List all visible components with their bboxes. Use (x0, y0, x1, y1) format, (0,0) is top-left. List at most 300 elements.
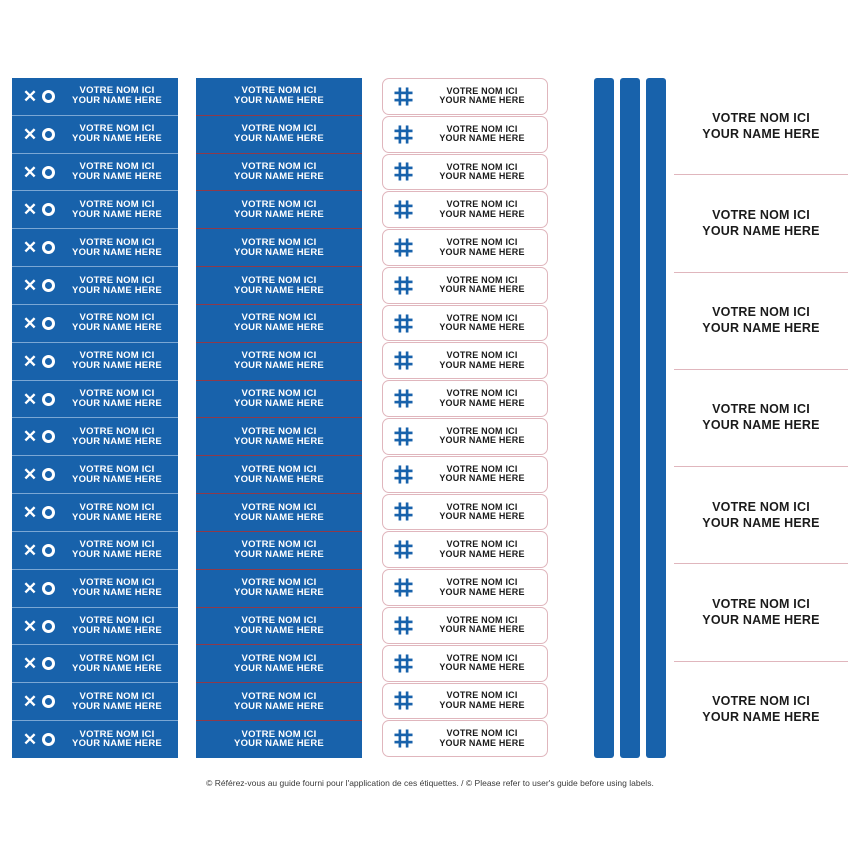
grid-icon (383, 238, 423, 257)
o-glyph-icon (42, 544, 55, 557)
label-item (196, 570, 362, 608)
label-text-en: YOUR NAME HERE (234, 662, 324, 674)
label-text (423, 389, 547, 408)
label-text-en: YOUR NAME HERE (439, 699, 525, 710)
xo-icon (12, 618, 60, 635)
label-item (382, 267, 548, 304)
xo-icon (12, 428, 60, 445)
label-text (60, 238, 178, 258)
label-text-fr: VOTRE NOM ICI (712, 694, 810, 709)
label-text-en: YOUR NAME HERE (234, 700, 324, 712)
grid-icon (383, 87, 423, 106)
o-glyph-icon (42, 317, 55, 330)
xo-icon (12, 126, 60, 143)
label-text-en: YOUR NAME HERE (439, 435, 525, 446)
label-text-en: YOUR NAME HERE (234, 208, 324, 220)
label-text-en: YOUR NAME HERE (234, 738, 324, 750)
label-text-en: YOUR NAME HERE (439, 95, 525, 106)
blue-strip-label (646, 78, 666, 758)
grid-icon (383, 578, 423, 597)
label-item (382, 456, 548, 493)
label-text-en: YOUR NAME HERE (72, 171, 162, 183)
x-glyph-icon: ✕ (22, 729, 38, 749)
label-item (382, 305, 548, 342)
grid-icon (383, 162, 423, 181)
label-item (196, 683, 362, 721)
label-text-fr: VOTRE NOM ICI (241, 577, 317, 589)
x-glyph-icon: ✕ (22, 351, 38, 371)
label-item (12, 494, 178, 532)
label-text-fr: VOTRE NOM ICI (446, 388, 518, 399)
label-column-large (590, 78, 848, 758)
x-glyph-icon: ✕ (22, 276, 38, 296)
x-glyph-icon: ✕ (22, 200, 38, 220)
label-text-fr: VOTRE NOM ICI (241, 690, 317, 702)
label-text (423, 427, 547, 446)
label-text-en: YOUR NAME HERE (439, 246, 525, 257)
label-text-fr: VOTRE NOM ICI (241, 85, 317, 97)
xo-icon (12, 542, 60, 559)
label-item (196, 191, 362, 229)
xo-icon (12, 201, 60, 218)
x-glyph-icon: ✕ (22, 692, 38, 712)
label-text (60, 276, 178, 296)
grid-icon (383, 351, 423, 370)
grid-icon (383, 389, 423, 408)
label-text (234, 238, 324, 258)
label-text (423, 163, 547, 182)
o-glyph-icon (42, 203, 55, 216)
label-text-fr: VOTRE NOM ICI (446, 425, 518, 436)
label-item (382, 191, 548, 228)
x-glyph-icon: ✕ (22, 238, 38, 258)
label-text-fr: VOTRE NOM ICI (446, 728, 518, 739)
label-item (12, 608, 178, 646)
label-text (60, 540, 178, 560)
label-text (60, 654, 178, 674)
label-item (196, 608, 362, 646)
label-text (60, 313, 178, 333)
label-item (12, 229, 178, 267)
xo-icon (12, 731, 60, 748)
grid-icon (383, 125, 423, 144)
label-text-en: YOUR NAME HERE (72, 473, 162, 485)
label-text-en: YOUR NAME HERE (72, 246, 162, 258)
label-text-fr: VOTRE NOM ICI (79, 85, 155, 97)
label-item (382, 683, 548, 720)
label-item (12, 532, 178, 570)
label-text-en: YOUR NAME HERE (72, 587, 162, 599)
label-item (12, 116, 178, 154)
label-item (196, 494, 362, 532)
label-text-en: YOUR NAME HERE (439, 737, 525, 748)
label-text (423, 503, 547, 522)
xo-icon (12, 353, 60, 370)
label-item (12, 267, 178, 305)
label-text (234, 162, 324, 182)
label-text-en: YOUR NAME HERE (72, 360, 162, 372)
x-glyph-icon: ✕ (22, 427, 38, 447)
label-item (12, 721, 178, 758)
label-text (234, 503, 324, 523)
label-item (12, 683, 178, 721)
label-text-fr: VOTRE NOM ICI (79, 312, 155, 324)
grid-icon (383, 540, 423, 559)
x-glyph-icon: ✕ (22, 540, 38, 560)
x-glyph-icon: ✕ (22, 654, 38, 674)
label-text-en: YOUR NAME HERE (702, 321, 820, 336)
x-glyph-icon: ✕ (22, 124, 38, 144)
label-text-fr: VOTRE NOM ICI (241, 198, 317, 210)
label-text-en: YOUR NAME HERE (702, 710, 820, 725)
xo-icon (12, 239, 60, 256)
label-text (234, 465, 324, 485)
label-text-en: YOUR NAME HERE (234, 95, 324, 107)
xo-icon (12, 88, 60, 105)
label-text-fr: VOTRE NOM ICI (446, 463, 518, 474)
label-item (674, 78, 848, 175)
x-glyph-icon: ✕ (22, 465, 38, 485)
label-text (234, 692, 324, 712)
o-glyph-icon (42, 733, 55, 746)
label-text (423, 540, 547, 559)
label-text-en: YOUR NAME HERE (72, 398, 162, 410)
label-text (234, 730, 324, 750)
label-text (423, 87, 547, 106)
label-text (60, 692, 178, 712)
label-text (60, 616, 178, 636)
label-item (382, 342, 548, 379)
label-text-en: YOUR NAME HERE (234, 435, 324, 447)
label-text-en: YOUR NAME HERE (702, 418, 820, 433)
x-glyph-icon: ✕ (22, 616, 38, 636)
label-text-fr: VOTRE NOM ICI (241, 539, 317, 551)
label-text-fr: VOTRE NOM ICI (79, 388, 155, 400)
label-text-en: YOUR NAME HERE (234, 473, 324, 485)
label-text-fr: VOTRE NOM ICI (79, 577, 155, 589)
label-text (60, 389, 178, 409)
label-text-fr: VOTRE NOM ICI (446, 614, 518, 625)
label-item (196, 305, 362, 343)
label-text-fr: VOTRE NOM ICI (79, 652, 155, 664)
label-text-en: YOUR NAME HERE (72, 700, 162, 712)
label-text-en: YOUR NAME HERE (234, 246, 324, 258)
grid-icon (383, 691, 423, 710)
label-text (423, 691, 547, 710)
label-item (12, 78, 178, 116)
label-text-en: YOUR NAME HERE (234, 587, 324, 599)
xo-icon (12, 580, 60, 597)
label-text-fr: VOTRE NOM ICI (79, 236, 155, 248)
label-text-fr: VOTRE NOM ICI (79, 615, 155, 627)
label-item (12, 570, 178, 608)
label-item (12, 645, 178, 683)
label-text-fr: VOTRE NOM ICI (79, 690, 155, 702)
x-glyph-icon: ✕ (22, 389, 38, 409)
o-glyph-icon (42, 620, 55, 633)
label-text (423, 654, 547, 673)
label-text-en: YOUR NAME HERE (702, 223, 820, 238)
o-glyph-icon (42, 241, 55, 254)
label-text-en: YOUR NAME HERE (72, 511, 162, 523)
label-text-fr: VOTRE NOM ICI (241, 236, 317, 248)
label-text (423, 729, 547, 748)
label-text (234, 313, 324, 333)
label-text-en: YOUR NAME HERE (72, 208, 162, 220)
label-text (234, 200, 324, 220)
label-text (234, 427, 324, 447)
label-column-xo (12, 78, 178, 758)
grid-icon (383, 200, 423, 219)
label-text-en: YOUR NAME HERE (72, 284, 162, 296)
grid-icon (383, 616, 423, 635)
label-text-en: YOUR NAME HERE (72, 95, 162, 107)
label-text-fr: VOTRE NOM ICI (241, 463, 317, 475)
label-text (60, 200, 178, 220)
o-glyph-icon (42, 279, 55, 292)
label-text-fr: VOTRE NOM ICI (446, 652, 518, 663)
label-text (60, 86, 178, 106)
label-item (196, 229, 362, 267)
label-text-en: YOUR NAME HERE (234, 133, 324, 145)
o-glyph-icon (42, 393, 55, 406)
o-glyph-icon (42, 166, 55, 179)
label-text-fr: VOTRE NOM ICI (446, 312, 518, 323)
label-text (423, 465, 547, 484)
label-item (12, 154, 178, 192)
label-text-en: YOUR NAME HERE (234, 398, 324, 410)
label-text (423, 578, 547, 597)
label-text (234, 351, 324, 371)
grid-icon (383, 427, 423, 446)
label-item (674, 175, 848, 272)
label-text-en: YOUR NAME HERE (234, 549, 324, 561)
label-text-fr: VOTRE NOM ICI (446, 577, 518, 588)
label-item (382, 531, 548, 568)
label-item (12, 418, 178, 456)
label-item (674, 467, 848, 564)
label-text-fr: VOTRE NOM ICI (446, 237, 518, 248)
label-text-fr: VOTRE NOM ICI (446, 123, 518, 134)
label-text-fr: VOTRE NOM ICI (79, 463, 155, 475)
label-text-fr: VOTRE NOM ICI (712, 207, 810, 222)
label-text-fr: VOTRE NOM ICI (241, 501, 317, 513)
label-text-fr: VOTRE NOM ICI (446, 690, 518, 701)
label-item (674, 564, 848, 661)
label-item (196, 116, 362, 154)
grid-icon (383, 654, 423, 673)
o-glyph-icon (42, 90, 55, 103)
label-text (423, 351, 547, 370)
label-text-fr: VOTRE NOM ICI (241, 312, 317, 324)
label-text-fr: VOTRE NOM ICI (241, 388, 317, 400)
label-item (196, 154, 362, 192)
label-item (12, 381, 178, 419)
label-text-en: YOUR NAME HERE (439, 397, 525, 408)
label-text-en: YOUR NAME HERE (234, 625, 324, 636)
footer-note: © Référez-vous au guide fourni pour l'application de ces étiquettes. / © Please refer to user's guide before using labels. (206, 778, 654, 788)
grid-icon (383, 502, 423, 521)
blue-strip-label (594, 78, 614, 758)
label-item (196, 721, 362, 758)
label-text-fr: VOTRE NOM ICI (241, 161, 317, 173)
label-text-fr: VOTRE NOM ICI (712, 305, 810, 320)
label-item (382, 229, 548, 266)
label-item (12, 305, 178, 343)
label-text-fr: VOTRE NOM ICI (241, 350, 317, 362)
label-text-fr: VOTRE NOM ICI (446, 501, 518, 512)
large-label-list (674, 78, 848, 758)
label-item (674, 273, 848, 370)
label-text-fr: VOTRE NOM ICI (446, 161, 518, 172)
label-text-fr: VOTRE NOM ICI (712, 499, 810, 514)
label-text-fr: VOTRE NOM ICI (79, 161, 155, 173)
label-text (60, 162, 178, 182)
label-text-en: YOUR NAME HERE (439, 170, 525, 181)
o-glyph-icon (42, 128, 55, 141)
label-text (234, 389, 324, 409)
label-text (234, 616, 324, 636)
label-text-fr: VOTRE NOM ICI (241, 728, 317, 740)
label-text (234, 124, 324, 144)
label-text-en: YOUR NAME HERE (72, 133, 162, 145)
label-item (382, 494, 548, 531)
label-text (423, 276, 547, 295)
label-item (12, 456, 178, 494)
label-text (234, 540, 324, 560)
label-text (423, 125, 547, 144)
label-column-plain-blue (196, 78, 362, 758)
label-text (60, 427, 178, 447)
xo-icon (12, 504, 60, 521)
label-item (196, 78, 362, 116)
x-glyph-icon: ✕ (22, 503, 38, 523)
label-text-en: YOUR NAME HERE (234, 284, 324, 296)
label-text-en: YOUR NAME HERE (72, 662, 162, 674)
label-item (382, 78, 548, 115)
label-text-fr: VOTRE NOM ICI (79, 350, 155, 362)
o-glyph-icon (42, 582, 55, 595)
label-text-fr: VOTRE NOM ICI (446, 350, 518, 361)
xo-icon (12, 164, 60, 181)
o-glyph-icon (42, 430, 55, 443)
label-text-en: YOUR NAME HERE (234, 511, 324, 523)
label-text-en: YOUR NAME HERE (702, 515, 820, 530)
label-item (196, 645, 362, 683)
label-text-fr: VOTRE NOM ICI (446, 274, 518, 285)
label-text-fr: VOTRE NOM ICI (241, 652, 317, 664)
xo-icon (12, 315, 60, 332)
grid-icon (383, 314, 423, 333)
label-text-fr: VOTRE NOM ICI (79, 425, 155, 437)
label-text-fr: VOTRE NOM ICI (79, 123, 155, 135)
label-text-fr: VOTRE NOM ICI (446, 539, 518, 550)
o-glyph-icon (42, 506, 55, 519)
label-column-grid (382, 78, 548, 758)
label-text-fr: VOTRE NOM ICI (79, 728, 155, 740)
xo-icon (12, 277, 60, 294)
label-text-en: YOUR NAME HERE (439, 208, 525, 219)
label-text-fr: VOTRE NOM ICI (241, 274, 317, 286)
x-glyph-icon: ✕ (22, 313, 38, 333)
label-text-fr: VOTRE NOM ICI (446, 85, 518, 96)
label-item (674, 662, 848, 758)
grid-icon (383, 276, 423, 295)
label-item (382, 569, 548, 606)
label-item (196, 267, 362, 305)
label-text-fr: VOTRE NOM ICI (79, 539, 155, 551)
label-text-fr: VOTRE NOM ICI (241, 615, 317, 627)
label-text-fr: VOTRE NOM ICI (79, 274, 155, 286)
label-item (196, 532, 362, 570)
label-item (12, 191, 178, 229)
label-text-en: YOUR NAME HERE (439, 133, 525, 144)
label-text-en: YOUR NAME HERE (72, 435, 162, 447)
label-text-fr: VOTRE NOM ICI (79, 198, 155, 210)
o-glyph-icon (42, 468, 55, 481)
o-glyph-icon (42, 355, 55, 368)
label-text (423, 314, 547, 333)
xo-icon (12, 466, 60, 483)
label-text (60, 124, 178, 144)
label-text (234, 578, 324, 598)
label-item (382, 380, 548, 417)
label-text-en: YOUR NAME HERE (439, 624, 525, 635)
label-text (60, 578, 178, 598)
label-text-en: YOUR NAME HERE (702, 126, 820, 141)
xo-icon (12, 693, 60, 710)
label-text-en: YOUR NAME HERE (439, 586, 525, 597)
label-text (234, 654, 324, 674)
label-text (60, 465, 178, 485)
grid-icon (383, 465, 423, 484)
label-text-en: YOUR NAME HERE (439, 284, 525, 295)
xo-icon (12, 391, 60, 408)
label-item (12, 343, 178, 381)
x-glyph-icon: ✕ (22, 162, 38, 182)
label-text-en: YOUR NAME HERE (72, 738, 162, 750)
label-text-fr: VOTRE NOM ICI (712, 402, 810, 417)
label-text-fr: VOTRE NOM ICI (241, 425, 317, 437)
label-text-en: YOUR NAME HERE (439, 510, 525, 521)
label-item (674, 370, 848, 467)
label-item (382, 607, 548, 644)
label-text-en: YOUR NAME HERE (234, 322, 324, 334)
label-text-en: YOUR NAME HERE (439, 548, 525, 559)
label-text-en: YOUR NAME HERE (72, 625, 162, 636)
label-text (423, 200, 547, 219)
o-glyph-icon (42, 695, 55, 708)
xo-icon (12, 655, 60, 672)
label-text-en: YOUR NAME HERE (439, 359, 525, 370)
grid-icon (383, 729, 423, 748)
x-glyph-icon: ✕ (22, 578, 38, 598)
label-text-en: YOUR NAME HERE (702, 613, 820, 628)
label-item (382, 720, 548, 757)
label-text (234, 86, 324, 106)
label-text (423, 238, 547, 257)
label-text-fr: VOTRE NOM ICI (241, 123, 317, 135)
label-text-en: YOUR NAME HERE (439, 662, 525, 673)
label-text (60, 503, 178, 523)
label-text-fr: VOTRE NOM ICI (712, 110, 810, 125)
label-item (382, 116, 548, 153)
label-item (196, 418, 362, 456)
label-text (60, 730, 178, 750)
label-item (196, 343, 362, 381)
label-text (234, 276, 324, 296)
label-text-en: YOUR NAME HERE (234, 360, 324, 372)
